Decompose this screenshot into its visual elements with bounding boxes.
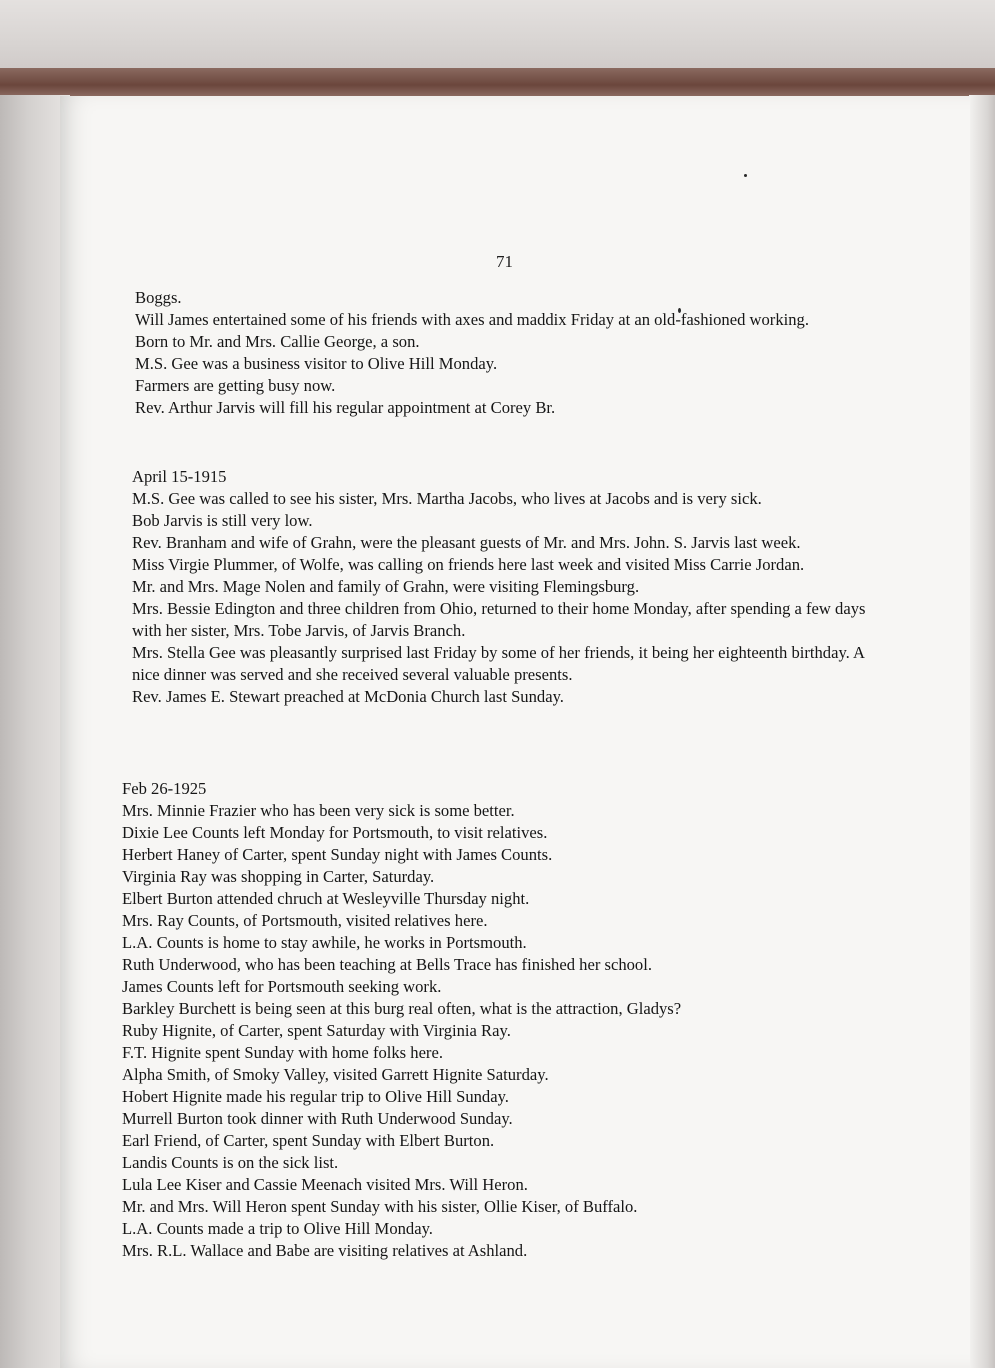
news-item: Murrell Burton took dinner with Ruth Underwood Sunday. [122, 1109, 513, 1128]
news-item: Bob Jarvis is still very low. [132, 511, 313, 530]
news-item: L.A. Counts made a trip to Olive Hill Monday. [122, 1219, 433, 1238]
news-item: Mrs. Ray Counts, of Portsmouth, visited relatives here. [122, 911, 488, 930]
news-item: Virginia Ray was shopping in Carter, Saturday. [122, 867, 435, 886]
news-item: F.T. Hignite spent Sunday with home folks here. [122, 1043, 443, 1062]
news-item: Mrs. Stella Gee was pleasantly surprised last Friday by some of her friends, it being her eighteenth birthday. A nice dinner was served and she received several valuable presents. [132, 643, 865, 684]
section-date: April 15-1915 [132, 467, 227, 486]
news-item: Mrs. R.L. Wallace and Babe are visiting relatives at Ashland. [122, 1241, 528, 1260]
news-item: Alpha Smith, of Smoky Valley, visited Garrett Hignite Saturday. [122, 1065, 549, 1084]
news-item: Elbert Burton attended chruch at Wesleyville Thursday night. [122, 889, 530, 908]
news-item: Mrs. Minnie Frazier who has been very sick is some better. [122, 801, 515, 820]
scan-top-margin [0, 0, 995, 72]
news-item: Farmers are getting busy now. [135, 376, 336, 395]
news-item: Ruth Underwood, who has been teaching at Bells Trace has finished her school. [122, 955, 652, 974]
news-item: Lula Lee Kiser and Cassie Meenach visited Mrs. Will Heron. [122, 1175, 528, 1194]
news-item: Rev. James E. Stewart preached at McDonia Church last Sunday. [132, 687, 564, 706]
news-item: Born to Mr. and Mrs. Callie George, a son. [135, 332, 420, 351]
news-item: Mrs. Bessie Edington and three children from Ohio, returned to their home Monday, after spending a few days with her sister, Mrs. Tobe Jarvis, of Jarvis Branch. [132, 599, 866, 640]
section-date: Feb 26-1925 [122, 779, 207, 798]
news-item: Landis Counts is on the sick list. [122, 1153, 339, 1172]
news-item: James Counts left for Portsmouth seeking work. [122, 977, 442, 996]
news-item: Dixie Lee Counts left Monday for Portsmouth, to visit relatives. [122, 823, 548, 842]
news-item: Will James entertained some of his friends with axes and maddix Friday at an old-fashioned working. [135, 310, 809, 329]
news-item: Miss Virgie Plummer, of Wolfe, was calling on friends here last week and visited Miss Carrie Jordan. [132, 555, 805, 574]
page-right-edge [969, 95, 995, 1368]
news-item: Rev. Branham and wife of Grahn, were the pleasant guests of Mr. and Mrs. John. S. Jarvis last week. [132, 533, 801, 552]
news-item: Hobert Hignite made his regular trip to Olive Hill Sunday. [122, 1087, 509, 1106]
news-section-1925 [122, 778, 882, 1262]
news-item: Rev. Arthur Jarvis will fill his regular appointment at Corey Br. [135, 398, 556, 417]
news-item: L.A. Counts is home to stay awhile, he works in Portsmouth. [122, 933, 527, 952]
section-heading: Boggs. [135, 288, 182, 307]
ink-speck [744, 174, 747, 177]
news-item: M.S. Gee was called to see his sister, Mrs. Martha Jacobs, who lives at Jacobs and is very sick. [132, 489, 762, 508]
page-number: 71 [496, 252, 513, 271]
news-item: Herbert Haney of Carter, spent Sunday night with James Counts. [122, 845, 553, 864]
news-item: Ruby Hignite, of Carter, spent Saturday with Virginia Ray. [122, 1021, 511, 1040]
news-item: M.S. Gee was a business visitor to Olive Hill Monday. [135, 354, 498, 373]
news-item: Mr. and Mrs. Mage Nolen and family of Grahn, were visiting Flemingsburg. [132, 577, 640, 596]
news-item: Barkley Burchett is being seen at this burg real often, what is the attraction, Gladys? [122, 999, 682, 1018]
news-section-boggs [135, 287, 887, 419]
news-item: Mr. and Mrs. Will Heron spent Sunday with his sister, Ollie Kiser, of Buffalo. [122, 1197, 638, 1216]
news-item: Earl Friend, of Carter, spent Sunday with Elbert Burton. [122, 1131, 495, 1150]
news-section-1915 [132, 466, 882, 708]
